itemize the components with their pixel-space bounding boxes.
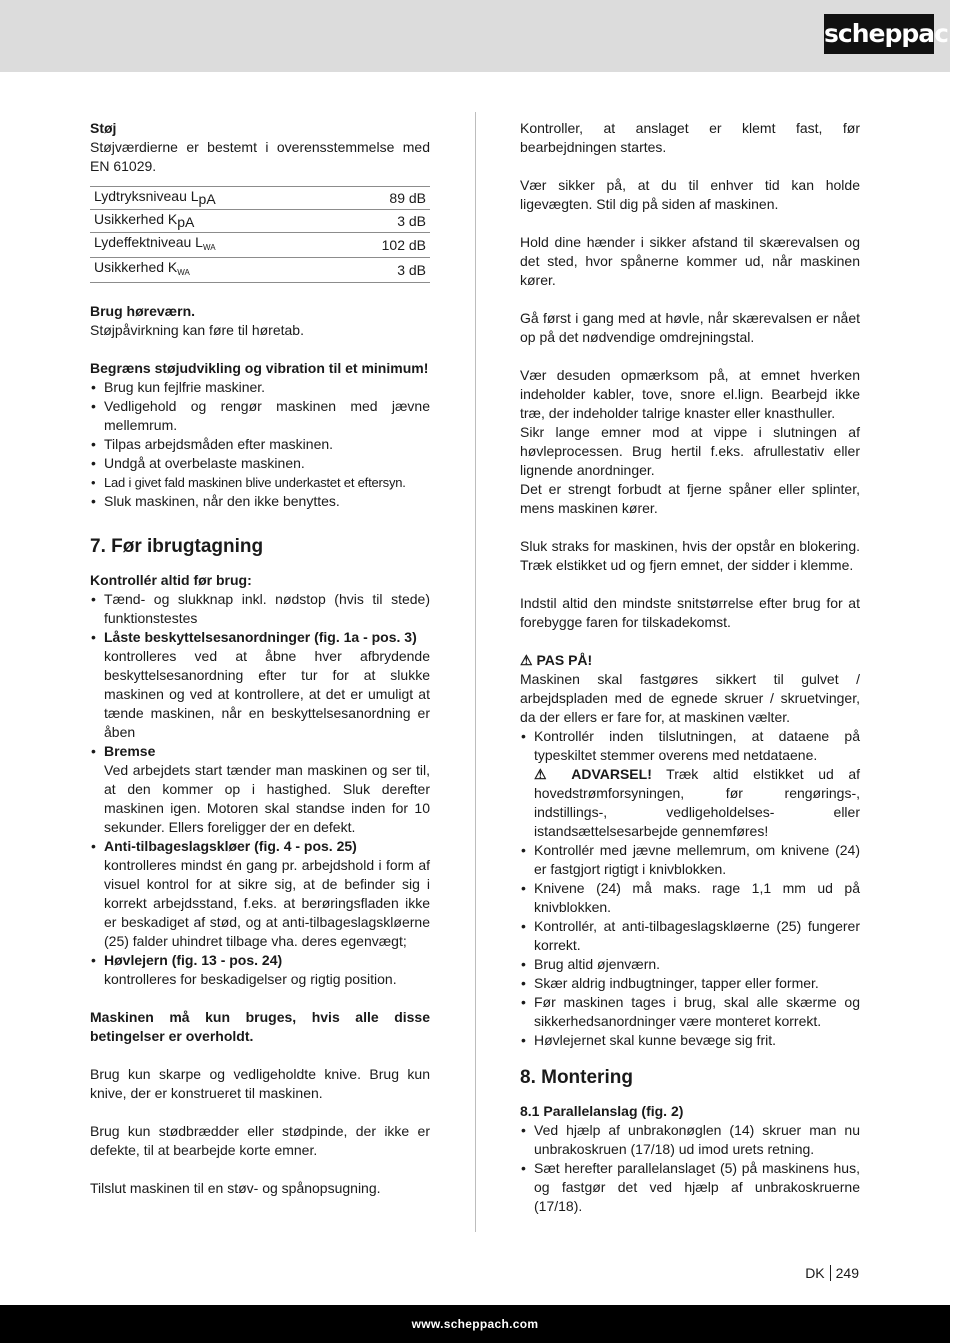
list-item-title: Høvlejern (fig. 13 - pos. 24) <box>104 952 283 968</box>
paragraph: Hold dine hænder i sikker afstand til skærevalsen og det sted, hvor spånerne kommer ud, når maskinen kører. <box>520 234 860 288</box>
left-column <box>90 119 430 1198</box>
noise-value: 89 dB <box>332 187 430 210</box>
list-item: • Sæt herefter parallelanslaget (5) på maskinens hus, og fastgør det ved hjælp af unbrakoskruerne (17/18). <box>520 1159 860 1216</box>
paragraph: Sluk straks for maskinen, hvis der opstår en blokering. Træk elstikket ud og fjern emnet, der sidder i klemme. <box>520 538 860 573</box>
list-item: • Vedligehold og rengør maskinen med jævne mellemrum. <box>90 397 430 435</box>
paragraph: Kontroller, at anslaget er klemt fast, før bearbejdningen startes. <box>520 120 860 155</box>
footer-bar <box>0 1305 950 1343</box>
list-item: • Kontrollér med jævne mellemrum, om knivene (24) er fastgjort rigtigt i knivblokken. <box>520 841 860 879</box>
page-num: 249 <box>835 1265 859 1281</box>
check-list <box>90 590 430 989</box>
noise-heading: Støj <box>90 120 117 136</box>
paragraph: Det er strengt forbudt at fjerne spåner eller splinter, mens maskinen kører. <box>520 481 860 516</box>
language-code: DK <box>805 1265 825 1281</box>
list-item-text: Kontrollér inden tilslutningen, at dataene på typeskiltet stemmer overens med netdataene. <box>534 728 860 763</box>
limit-list <box>90 378 430 511</box>
table-row <box>90 187 430 210</box>
list-item-title: Låste beskyttelsesanordninger (fig. 1a - pos. 3) <box>104 629 417 645</box>
list-item: • Høvlejernet skal kunne bevæge sig frit. <box>520 1031 860 1050</box>
paragraph: Vær desuden opmærksom på, at emnet hverken indeholder kabler, tove, snore el.lign. Bearbejd ikke træ, der indeholder talrige knaster eller knasthuller. <box>520 367 860 421</box>
list-item <box>90 837 430 951</box>
list-item-title: Bremse <box>104 743 156 759</box>
page-number <box>805 1264 859 1283</box>
conditions-text: Maskinen må kun bruges, hvis alle disse betingelser er overholdt. <box>90 1009 430 1044</box>
limit-heading: Begræns støjudvikling og vibration til et minimum! <box>90 360 429 376</box>
page-separator <box>830 1265 831 1281</box>
paragraph: Gå først i gang med at høvle, når skærevalsen er nået op på det nødvendige omdrejningstal. <box>520 310 860 345</box>
noise-label: Usikkerhed $K_{WA}$ <box>90 258 332 283</box>
noise-label: Lydeffektniveau $L_{WA}$ <box>90 233 332 258</box>
website-link[interactable]: www.scheppach.com <box>411 1317 539 1331</box>
list-item-text: kontrolleres ved at åbne hver afbrydende beskyttelsesanordning efter tur for at slukke maskinen og ved at kontrollere, at det er umuligt at tænde maskinen, når en beskyttelsesanordning er åben <box>104 648 430 740</box>
list-item: • Undgå at overbelaste maskinen. <box>90 454 430 473</box>
table-row <box>90 233 430 258</box>
list-item-title: Anti-tilbageslagskløer (fig. 4 - pos. 25) <box>104 838 357 854</box>
list-item: • Knivene (24) må maks. rage 1,1 mm ud på knivblokken. <box>520 879 860 917</box>
noise-label: Lydtryksniveau LpA <box>90 187 332 210</box>
list-item-text: kontrolleres mindst én gang pr. arbejdshold i form af visuel kontrol for at sikre sig, at de befinder sig i korrekt arbejdsstand, f.eks. at berøringsfladen ikke er beskadiget af stød, og at anti-tilbageslagskløerne (25) falder uhindret tilbage vha. deres egenvægt; <box>104 857 430 949</box>
section-8-title: 8. Montering <box>520 1067 633 1088</box>
noise-value: 3 dB <box>332 210 430 233</box>
check-heading: Kontrollér altid før brug: <box>90 572 252 588</box>
noise-value: 102 dB <box>332 233 430 258</box>
caution-label: ⚠ PAS PÅ! <box>520 652 593 668</box>
list-item-text: Ved arbejdets start tænder man maskinen og ser til, at den kommer op i hastighed. Sluk derefter maskinen igen. Motoren skal standse inden for 10 sekunder. Ellers foreligger der en defekt. <box>104 762 430 835</box>
section-7-title: 7. Før ibrugtagning <box>90 536 264 557</box>
list-item <box>90 742 430 837</box>
right-column <box>520 119 860 1216</box>
knives-text: Brug kun skarpe og vedligeholdte knive. Brug kun knive, der er konstrueret til maskinen. <box>90 1066 430 1101</box>
list-item: • Brug kun fejlfrie maskiner. <box>90 378 430 397</box>
paragraph: Vær sikker på, at du til enhver tid kan holde ligevægten. Stil dig på siden af maskinen. <box>520 177 860 212</box>
subsection-8-1-title: 8.1 Parallelanslag (fig. 2) <box>520 1103 684 1119</box>
table-row <box>90 258 430 283</box>
list-item <box>520 727 860 841</box>
column-divider <box>475 112 476 1232</box>
list-item: • Tænd- og slukknap inkl. nødstop (hvis til stede) funktionstestes <box>90 590 430 628</box>
list-item: • Lad i givet fald maskinen blive underkastet et eftersyn. <box>90 473 430 492</box>
warning-label: ⚠ ADVARSEL! <box>534 766 652 782</box>
noise-text: Støjværdierne er bestemt i overensstemmelse med EN 61029. <box>90 139 430 174</box>
list-item: • Ved hjælp af unbrakonøglen (14) skruer man nu unbrakoskruen (17/18) ud imod urets retning. <box>520 1121 860 1159</box>
list-item: • Sluk maskinen, når den ikke benyttes. <box>90 492 430 511</box>
dust-text: Tilslut maskinen til en støv- og spånopsugning. <box>90 1180 381 1196</box>
list-item-text: kontrolleres for beskadigelser og rigtig position. <box>104 971 397 987</box>
header-bar <box>0 0 965 72</box>
list-item: • Skær aldrig indbugtninger, tapper eller former. <box>520 974 860 993</box>
list-item: • Før maskinen tages i brug, skal alle skærme og sikkerhedsanordninger være monteret korrekt. <box>520 993 860 1031</box>
list-item <box>90 628 430 742</box>
caution-list <box>520 727 860 1050</box>
hearing-heading: Brug høreværn. <box>90 303 196 319</box>
noise-label: Usikkerhed KpA <box>90 210 332 233</box>
paragraph: Indstil altid den mindste snitstørrelse efter brug for at forebygge faren for tilskadekomst. <box>520 595 860 630</box>
list-item: • Brug altid øjenværn. <box>520 955 860 974</box>
noise-table <box>90 186 430 283</box>
scheppach-logo: scheppach <box>824 14 934 54</box>
list-item: • Tilpas arbejdsmåden efter maskinen. <box>90 435 430 454</box>
hearing-text: Støjpåvirkning kan føre til høretab. <box>90 322 304 338</box>
table-row <box>90 210 430 233</box>
subsection-8-1-list <box>520 1121 860 1216</box>
warning-text: Træk altid elstikket ud af hovedstrømforsyningen, før rengørings-, indstillings-, vedligeholdelses- eller istandsættelsesarbejde gennemføres! <box>534 766 860 839</box>
list-item <box>90 951 430 989</box>
noise-value: 3 dB <box>332 258 430 283</box>
push-text: Brug kun stødbrædder eller stødpinde, der ikke er defekte, til at bearbejde korte emner. <box>90 1123 430 1158</box>
caution-text: Maskinen skal fastgøres sikkert til gulvet / arbejdspladen med de egnede skruer / skruetvinger, da der ellers er fare for, at maskinen vælter. <box>520 671 860 725</box>
paragraph: Sikr lange emner mod at vippe i slutningen af høvleprocessen. Brug hertil f.eks. afrullestativ eller lignende anordninger. <box>520 424 860 478</box>
list-item: • Kontrollér, at anti-tilbageslagskløerne (25) fungerer korrekt. <box>520 917 860 955</box>
